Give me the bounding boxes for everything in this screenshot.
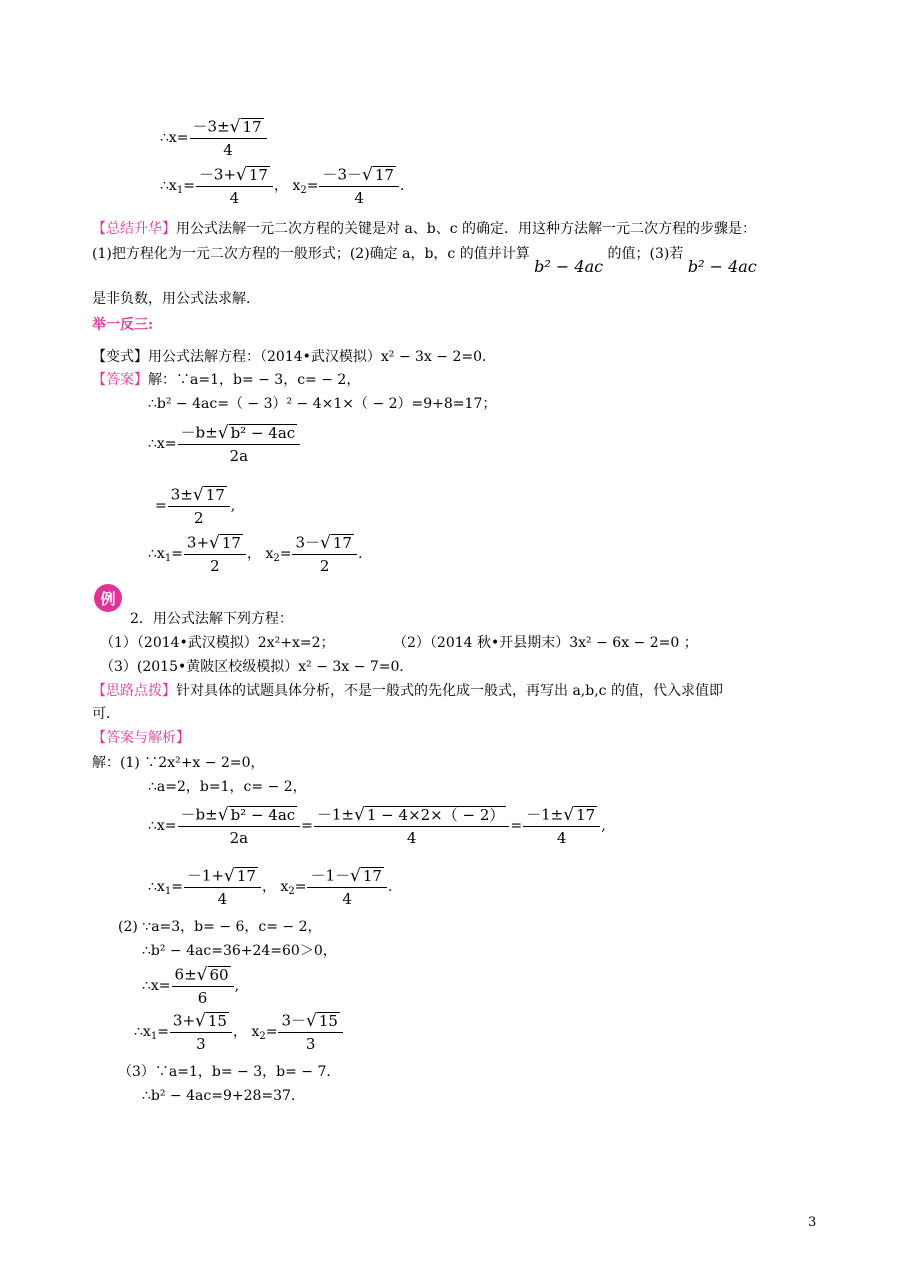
summary-text: 的值；(3)若	[607, 246, 684, 262]
x2-sub: 2	[273, 553, 280, 564]
summary-label: 【总结升华】	[92, 221, 176, 237]
solution-2-line-4: $\therefore x_1=$ 3+ √ 15 3 ， $x_2=$ 3－ √ 15 3	[134, 1012, 344, 1052]
fraction: 6± √ 60 6	[172, 966, 234, 1006]
denominator: 4	[217, 889, 228, 908]
solution-2-line-1: (2) ∵a=3，b= − 6，c= − 2，	[118, 919, 322, 935]
comma: ,	[601, 818, 606, 834]
denominator: 4	[223, 140, 233, 159]
numerator-a: －b±	[180, 423, 218, 442]
numerator-a: －b±	[180, 805, 218, 824]
fraction: 3+ √ 17 2	[184, 534, 246, 574]
denominator: 2	[193, 508, 204, 527]
practice-line-2	[148, 424, 301, 464]
practice-line-3	[155, 486, 235, 526]
radicand: 17	[576, 806, 596, 824]
radicand: 17	[374, 166, 394, 184]
denominator: 3	[305, 1034, 316, 1053]
radicand: 17	[248, 166, 268, 184]
denominator: 4	[342, 889, 352, 908]
denominator: 2a	[229, 828, 249, 847]
discriminant-expr: b² − 4ac	[534, 257, 604, 276]
numerator-a: －1±	[526, 805, 564, 824]
radicand: 17	[221, 534, 241, 552]
fraction: 3－ √ 15 3	[278, 1012, 342, 1052]
numerator-a: －1－	[310, 866, 350, 885]
x1-eq: =	[183, 178, 195, 194]
x2-sub: 2	[300, 185, 307, 196]
solution-3-line-1: （3）∵a=1，b= − 3，b= − 7．	[118, 1064, 341, 1080]
solution-1-line-1: 解：(1) ∵2x²+x − 2=0，	[92, 755, 265, 771]
comma: ,	[230, 498, 236, 514]
solution-1-line-3: ∴x= －b± √ b² − 4ac 2a = －1± √ 1 − 4×2×（ − 2） 4 = －1± √ 17 4 ,	[148, 804, 606, 847]
radicand: 17	[362, 867, 382, 885]
numerator-a: 3±	[170, 485, 193, 504]
fraction: －3± √ 17 4	[190, 118, 267, 158]
numerator-a: －1+	[186, 866, 225, 885]
x2-eq: =	[306, 178, 319, 194]
numerator-a: 6±	[174, 965, 197, 984]
fraction: －3－ √ 17 4	[319, 166, 398, 206]
numerator-a: 3－	[281, 1011, 306, 1030]
summary-line-1	[92, 218, 756, 238]
period: .	[357, 546, 363, 562]
separator: ，	[246, 546, 261, 562]
x2-label: x	[265, 546, 274, 562]
hint-line-2: 可．	[92, 706, 120, 722]
separator: ，	[261, 879, 276, 895]
x2-label: x	[280, 879, 289, 895]
equation-roots	[160, 166, 404, 206]
x1-sub: 1	[150, 1031, 158, 1042]
numerator-a: －3－	[322, 165, 362, 184]
fraction: 3± √ 17 2	[168, 486, 230, 526]
solution-2-line-3	[142, 966, 239, 1006]
fraction: －1± √ 17 4	[523, 806, 600, 846]
example-badge: 例	[94, 584, 122, 612]
section-heading: 举一反三:	[92, 317, 154, 333]
radicand: 60	[209, 966, 229, 984]
radicand: 15	[318, 1012, 338, 1030]
solution-2-line-2: ∴b² − 4ac=36+24=60＞0，	[142, 943, 337, 959]
radicand: 17	[205, 486, 225, 504]
x1-label: ∴x	[148, 546, 165, 562]
period: .	[387, 879, 393, 895]
x1-sub: 1	[164, 553, 172, 564]
discriminant-expr: b² − 4ac	[687, 257, 757, 276]
variant-text: 用公式法解方程：（2014•武汉模拟）x² − 3x − 2=0．	[148, 349, 497, 365]
x2-label: x	[251, 1024, 260, 1040]
fraction: －1+ √ 17 4	[184, 867, 261, 907]
radicand: b² − 4ac	[230, 806, 296, 824]
x1-label: ∴x	[134, 1024, 151, 1040]
x2-label: x	[292, 178, 301, 194]
fraction: －b± √ b² − 4ac 2a	[178, 806, 301, 846]
fraction: －1± √ 1 − 4×2×（ − 2） 4	[314, 806, 510, 846]
problem-2: （2）（2014 秋•开县期末）3x² − 6x − 2=0 ；	[393, 635, 698, 651]
x1-label: ∴x	[160, 178, 177, 194]
answer-label: 【答案】	[92, 372, 148, 388]
answer-line	[92, 369, 360, 389]
radicand: 17	[236, 867, 256, 885]
separator: ，	[232, 1024, 247, 1040]
numerator-a: －1±	[316, 805, 355, 824]
radicand: 1 − 4×2×（ − 2）	[366, 806, 505, 824]
radicand: 17	[242, 118, 262, 136]
fraction: －1－ √ 17 4	[307, 867, 386, 907]
separator: ，	[273, 178, 288, 194]
eq-prefix: ∴x=	[160, 130, 189, 146]
fraction: 3－ √ 17 2	[292, 534, 356, 574]
x1-sub: 1	[164, 886, 172, 897]
summary-text: (1)把方程化为一元二次方程的一般形式；(2)确定 a，b，c 的值并计算	[92, 246, 530, 262]
hint-line	[92, 680, 723, 700]
summary-text: 是非负数，用公式法求解．	[92, 291, 260, 307]
radicand: 17	[332, 534, 352, 552]
numerator-a: －3+	[198, 165, 237, 184]
variant-line	[92, 346, 496, 366]
comma: ,	[234, 978, 240, 994]
denominator: 4	[229, 188, 240, 207]
practice-line-1: ∴b² − 4ac=（ − 3）² − 4×1×（ − 2）=9+8=17；	[148, 396, 497, 412]
period: .	[399, 178, 405, 194]
summary-text: 用公式法解一元二次方程的关键是对 a、b、c 的确定．用这种方法解一元二次方程的步骤是：	[176, 221, 757, 237]
denominator: 6	[197, 988, 208, 1007]
equation-x	[160, 118, 268, 158]
answer-analysis-label: 【答案与解析】	[92, 730, 190, 746]
radicand: b² − 4ac	[230, 424, 296, 442]
eq-prefix: ∴x=	[142, 978, 171, 994]
problem-3: （3）(2015•黄陂区校级模拟）x² − 3x − 7=0．	[100, 659, 414, 675]
eq-prefix: ∴x=	[148, 436, 177, 452]
solution-3-line-2: ∴b² − 4ac=9+28=37．	[142, 1088, 305, 1104]
x2-sub: 2	[288, 886, 295, 897]
fraction: 3+ √ 15 3	[170, 1012, 232, 1052]
fraction: －3+ √ 17 4	[196, 166, 273, 206]
denominator: 4	[406, 828, 417, 847]
denominator: 2a	[229, 446, 249, 465]
practice-line-4: $\therefore x_1=$ 3+ √ 17 2 ， $x_2=$ 3－ √ 17 2 .	[148, 532, 363, 575]
solution-1-line-4: $\therefore x_1=$ －1+ √ 17 4 ， $x_2=$ －1－ √ 17 4 .	[148, 865, 393, 908]
hint-label: 【思路点拨】	[92, 683, 176, 699]
page-number: 3	[808, 1215, 817, 1230]
hint-text: 针对具体的试题具体分析，不是一般式的先化成一般式，再写出 a,b,c 的值，代入求值即	[176, 683, 723, 699]
denominator: 2	[210, 556, 220, 575]
denominator: 3	[196, 1034, 206, 1053]
summary-line-2	[92, 243, 757, 276]
numerator-a: 3+	[186, 533, 210, 552]
denominator: 4	[556, 828, 567, 847]
denominator: 2	[319, 556, 330, 575]
eq-prefix: ∴x=	[148, 818, 177, 834]
variant-label: 【变式】	[92, 349, 148, 365]
eq-prefix: =	[155, 498, 167, 514]
problem-1: （1）（2014•武汉模拟）2x²+x=2；	[100, 635, 335, 651]
fraction: －b± √ b² − 4ac 2a	[178, 424, 301, 464]
answer-text: 解：∵a=1，b= − 3，c= − 2，	[148, 372, 361, 388]
x1-sub: 1	[176, 185, 184, 196]
x2-sub: 2	[259, 1031, 266, 1042]
example-title: 2．用公式法解下列方程：	[130, 611, 293, 627]
solution-1-line-2: ∴a=2，b=1，c= − 2，	[148, 779, 307, 795]
denominator: 4	[354, 188, 364, 207]
summary-line-3	[92, 288, 260, 308]
numerator-a: 3－	[295, 533, 320, 552]
numerator-a: －3±	[192, 117, 230, 136]
radicand: 15	[207, 1012, 227, 1030]
numerator-a: 3+	[172, 1011, 196, 1030]
x1-label: ∴x	[148, 879, 165, 895]
